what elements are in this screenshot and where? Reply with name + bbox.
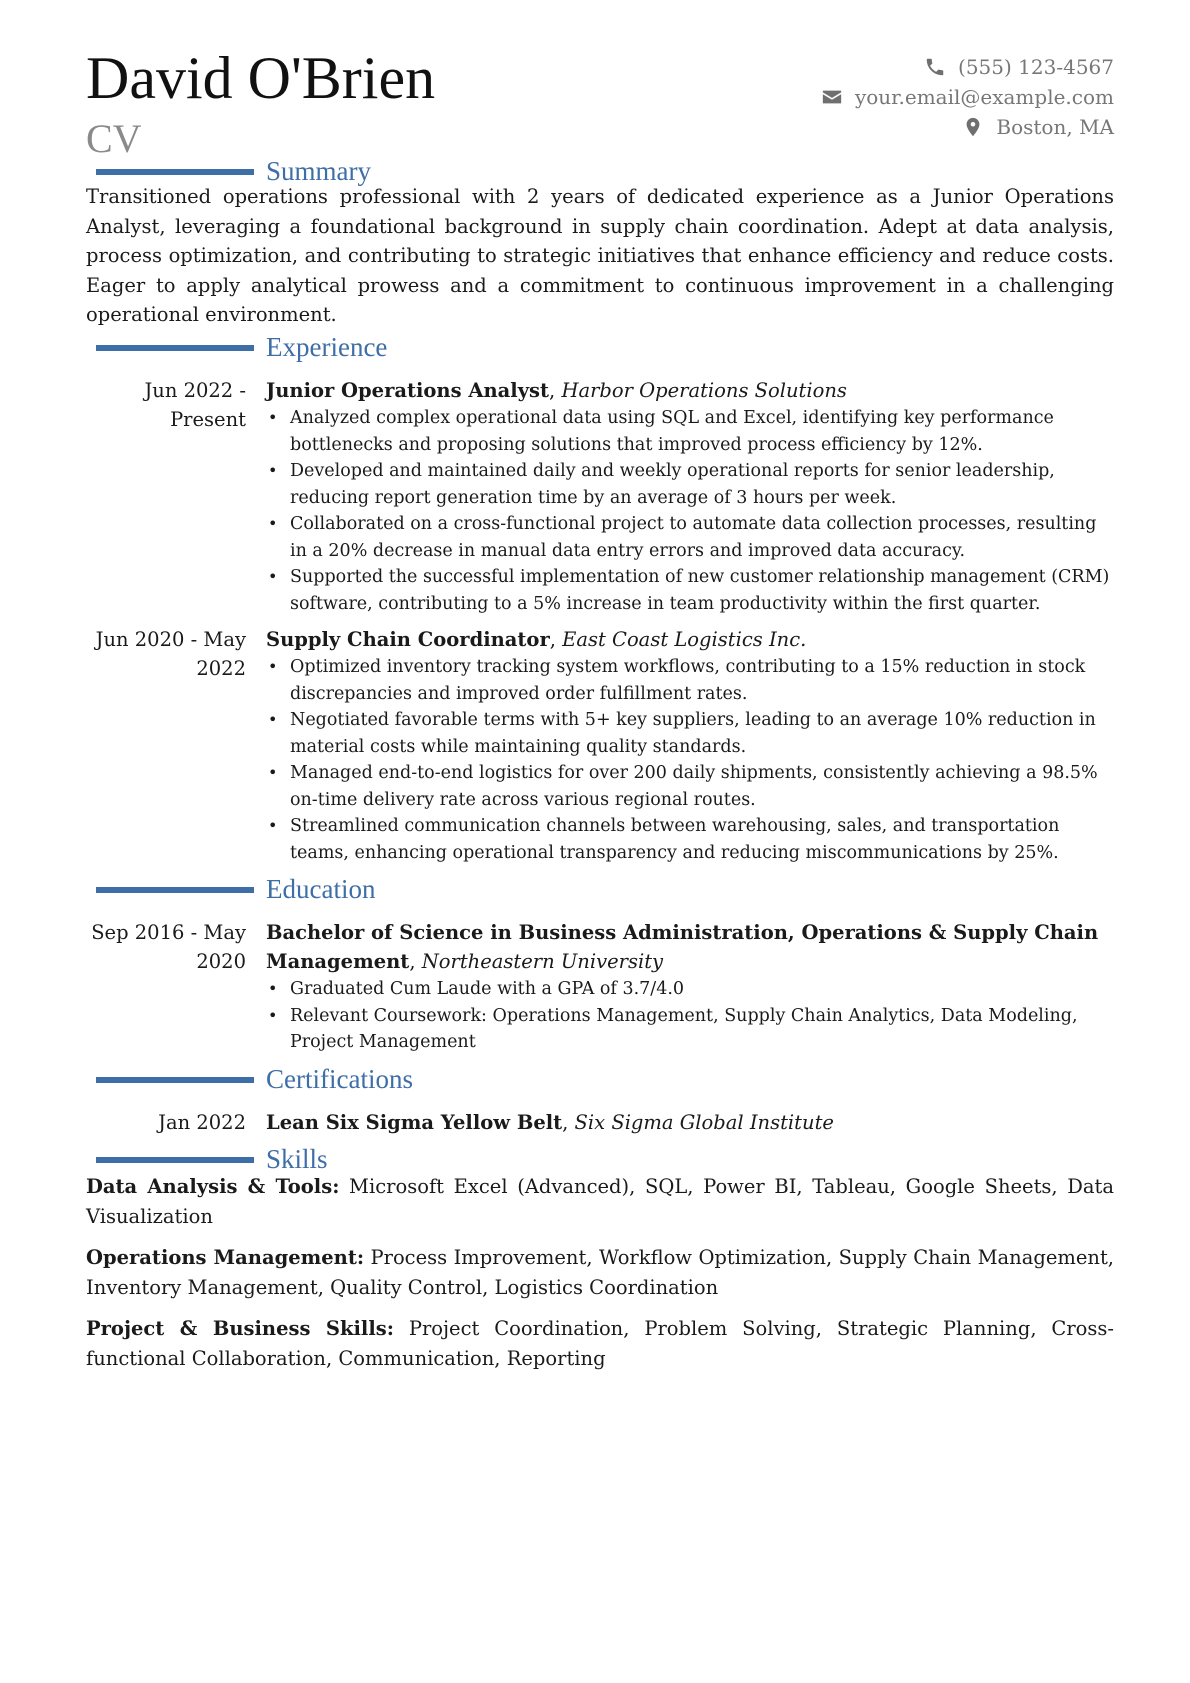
phone-icon xyxy=(924,56,946,78)
email-address: your.email@example.com xyxy=(854,85,1114,109)
envelope-icon xyxy=(821,86,843,108)
skill-category: Project & Business Skills: xyxy=(86,1317,394,1340)
entry-role: Lean Six Sigma Yellow Belt xyxy=(266,1111,563,1134)
skill-row xyxy=(86,1243,1114,1302)
entry-title: Junior Operations Analyst, Harbor Operations Solutions xyxy=(266,379,847,402)
list-item: • Streamlined communication channels between warehousing, sales, and transportation teams, enhancing operational transparency and reducing miscommunications by 25%. xyxy=(290,813,1114,866)
section-header xyxy=(86,876,1114,910)
section-accent-bar xyxy=(96,1077,254,1083)
candidate-name: David O'Brien xyxy=(86,45,436,111)
section-header xyxy=(86,158,1114,192)
entry-organization: Six Sigma Global Institute xyxy=(574,1111,834,1134)
entry-body xyxy=(266,625,1114,866)
entry-date: Jun 2022 - Present xyxy=(144,379,246,431)
entry-title: Bachelor of Science in Business Administration, Operations & Supply Chain Management, Northeastern University xyxy=(266,921,1099,973)
skill-items: Project Coordination, Problem Solving, Strategic Planning, Cross-functional Collaboration, Communication, Reporting xyxy=(86,1317,1114,1370)
skill-category: Operations Management: xyxy=(86,1246,365,1269)
section-title: Summary xyxy=(266,156,371,186)
entry-role: Bachelor of Science in Business Administration, Operations & Supply Chain Management xyxy=(266,921,1099,973)
phone-number: (555) 123-4567 xyxy=(958,55,1114,79)
entry-body xyxy=(266,376,1114,617)
skill-row xyxy=(86,1314,1114,1373)
section-title: Certifications xyxy=(266,1064,413,1094)
entry-bullets xyxy=(266,405,1114,617)
contact-list xyxy=(821,52,1114,142)
entry-role: Junior Operations Analyst xyxy=(266,379,550,402)
entry-title: Lean Six Sigma Yellow Belt, Six Sigma Global Institute xyxy=(266,1111,834,1134)
section-title: Skills xyxy=(266,1144,328,1174)
section-accent-bar xyxy=(96,345,254,351)
entry-body xyxy=(266,1108,1114,1137)
skill-category: Data Analysis & Tools: xyxy=(86,1175,340,1198)
certification-entry xyxy=(86,1108,1114,1137)
summary-text: Transitioned operations professional with 2 years of dedicated experience as a Junior Operations Analyst, leveraging a foundational background in supply chain coordination. Adept at data analysis, process optimization, and contributing to strategic initiatives that enhance efficiency and reduce costs. Eager to apply analytical prowess and a commitment to continuous improvement in a challenging operational environment. xyxy=(86,185,1114,326)
entry-bullets xyxy=(266,654,1114,866)
entry-organization: Harbor Operations Solutions xyxy=(561,379,847,402)
list-item: • Supported the successful implementation of new customer relationship management (CRM) software, contributing to a 5% increase in team productivity within the first quarter. xyxy=(290,564,1114,617)
entry-date: Jun 2020 - May 2022 xyxy=(95,628,246,680)
entry-date: Sep 2016 - May 2020 xyxy=(91,921,246,973)
skill-row xyxy=(86,1172,1114,1231)
location-text: Boston, MA xyxy=(996,115,1114,139)
skill-items: Microsoft Excel (Advanced), SQL, Power BI, Tableau, Google Sheets, Data Visualization xyxy=(86,1175,1114,1228)
skills-section xyxy=(86,1146,1114,1385)
list-item: • Developed and maintained daily and weekly operational reports for senior leadership, reducing report generation time by an average of 3 hours per week. xyxy=(290,458,1114,511)
map-marker-icon xyxy=(962,116,984,138)
skill-items: Process Improvement, Workflow Optimization, Supply Chain Management, Inventory Management, Quality Control, Logistics Coordination xyxy=(86,1246,1114,1299)
list-item: • Negotiated favorable terms with 5+ key suppliers, leading to an average 10% reduction in material costs while maintaining quality standards. xyxy=(290,707,1114,760)
section-header xyxy=(86,334,1114,368)
list-item: • Graduated Cum Laude with a GPA of 3.7/4.0 xyxy=(290,976,1114,1003)
section-header xyxy=(86,1066,1114,1100)
entry-organization: Northeastern University xyxy=(421,950,664,973)
section-title: Experience xyxy=(266,332,388,362)
contact-phone xyxy=(821,52,1114,82)
list-item: • Managed end-to-end logistics for over 200 daily shipments, consistently achieving a 98.5% on-time delivery rate across various regional routes. xyxy=(290,760,1114,813)
contact-location xyxy=(821,112,1114,142)
entry-body xyxy=(266,918,1114,1056)
experience-entry xyxy=(86,376,1114,617)
certifications-section xyxy=(86,1066,1114,1137)
contact-email xyxy=(821,82,1114,112)
entry-title: Supply Chain Coordinator, East Coast Logistics Inc. xyxy=(266,628,807,651)
document-subtitle: CV xyxy=(86,116,142,161)
education-section xyxy=(86,876,1114,1056)
list-item: • Collaborated on a cross-functional project to automate data collection processes, resulting in a 20% decrease in manual data entry errors and improved data accuracy. xyxy=(290,511,1114,564)
entry-role: Supply Chain Coordinator xyxy=(266,628,550,651)
experience-entry xyxy=(86,625,1114,866)
section-header xyxy=(86,1146,1114,1180)
list-item: • Analyzed complex operational data using SQL and Excel, identifying key performance bottlenecks and proposing solutions that improved process efficiency by 12%. xyxy=(290,405,1114,458)
section-accent-bar xyxy=(96,1157,254,1163)
section-accent-bar xyxy=(96,169,254,175)
section-title: Education xyxy=(266,874,376,904)
entry-bullets xyxy=(266,976,1114,1056)
entry-organization: East Coast Logistics Inc. xyxy=(562,628,807,651)
education-entry xyxy=(86,918,1114,1056)
entry-date: Jan 2022 xyxy=(158,1111,246,1134)
list-item: • Optimized inventory tracking system workflows, contributing to a 15% reduction in stock discrepancies and improved order fulfillment rates. xyxy=(290,654,1114,707)
section-accent-bar xyxy=(96,887,254,893)
experience-section xyxy=(86,334,1114,866)
summary-section xyxy=(86,158,1114,330)
header xyxy=(86,40,1114,165)
list-item: • Relevant Coursework: Operations Management, Supply Chain Analytics, Data Modeling, Project Management xyxy=(290,1003,1114,1056)
skills-list xyxy=(86,1172,1114,1373)
